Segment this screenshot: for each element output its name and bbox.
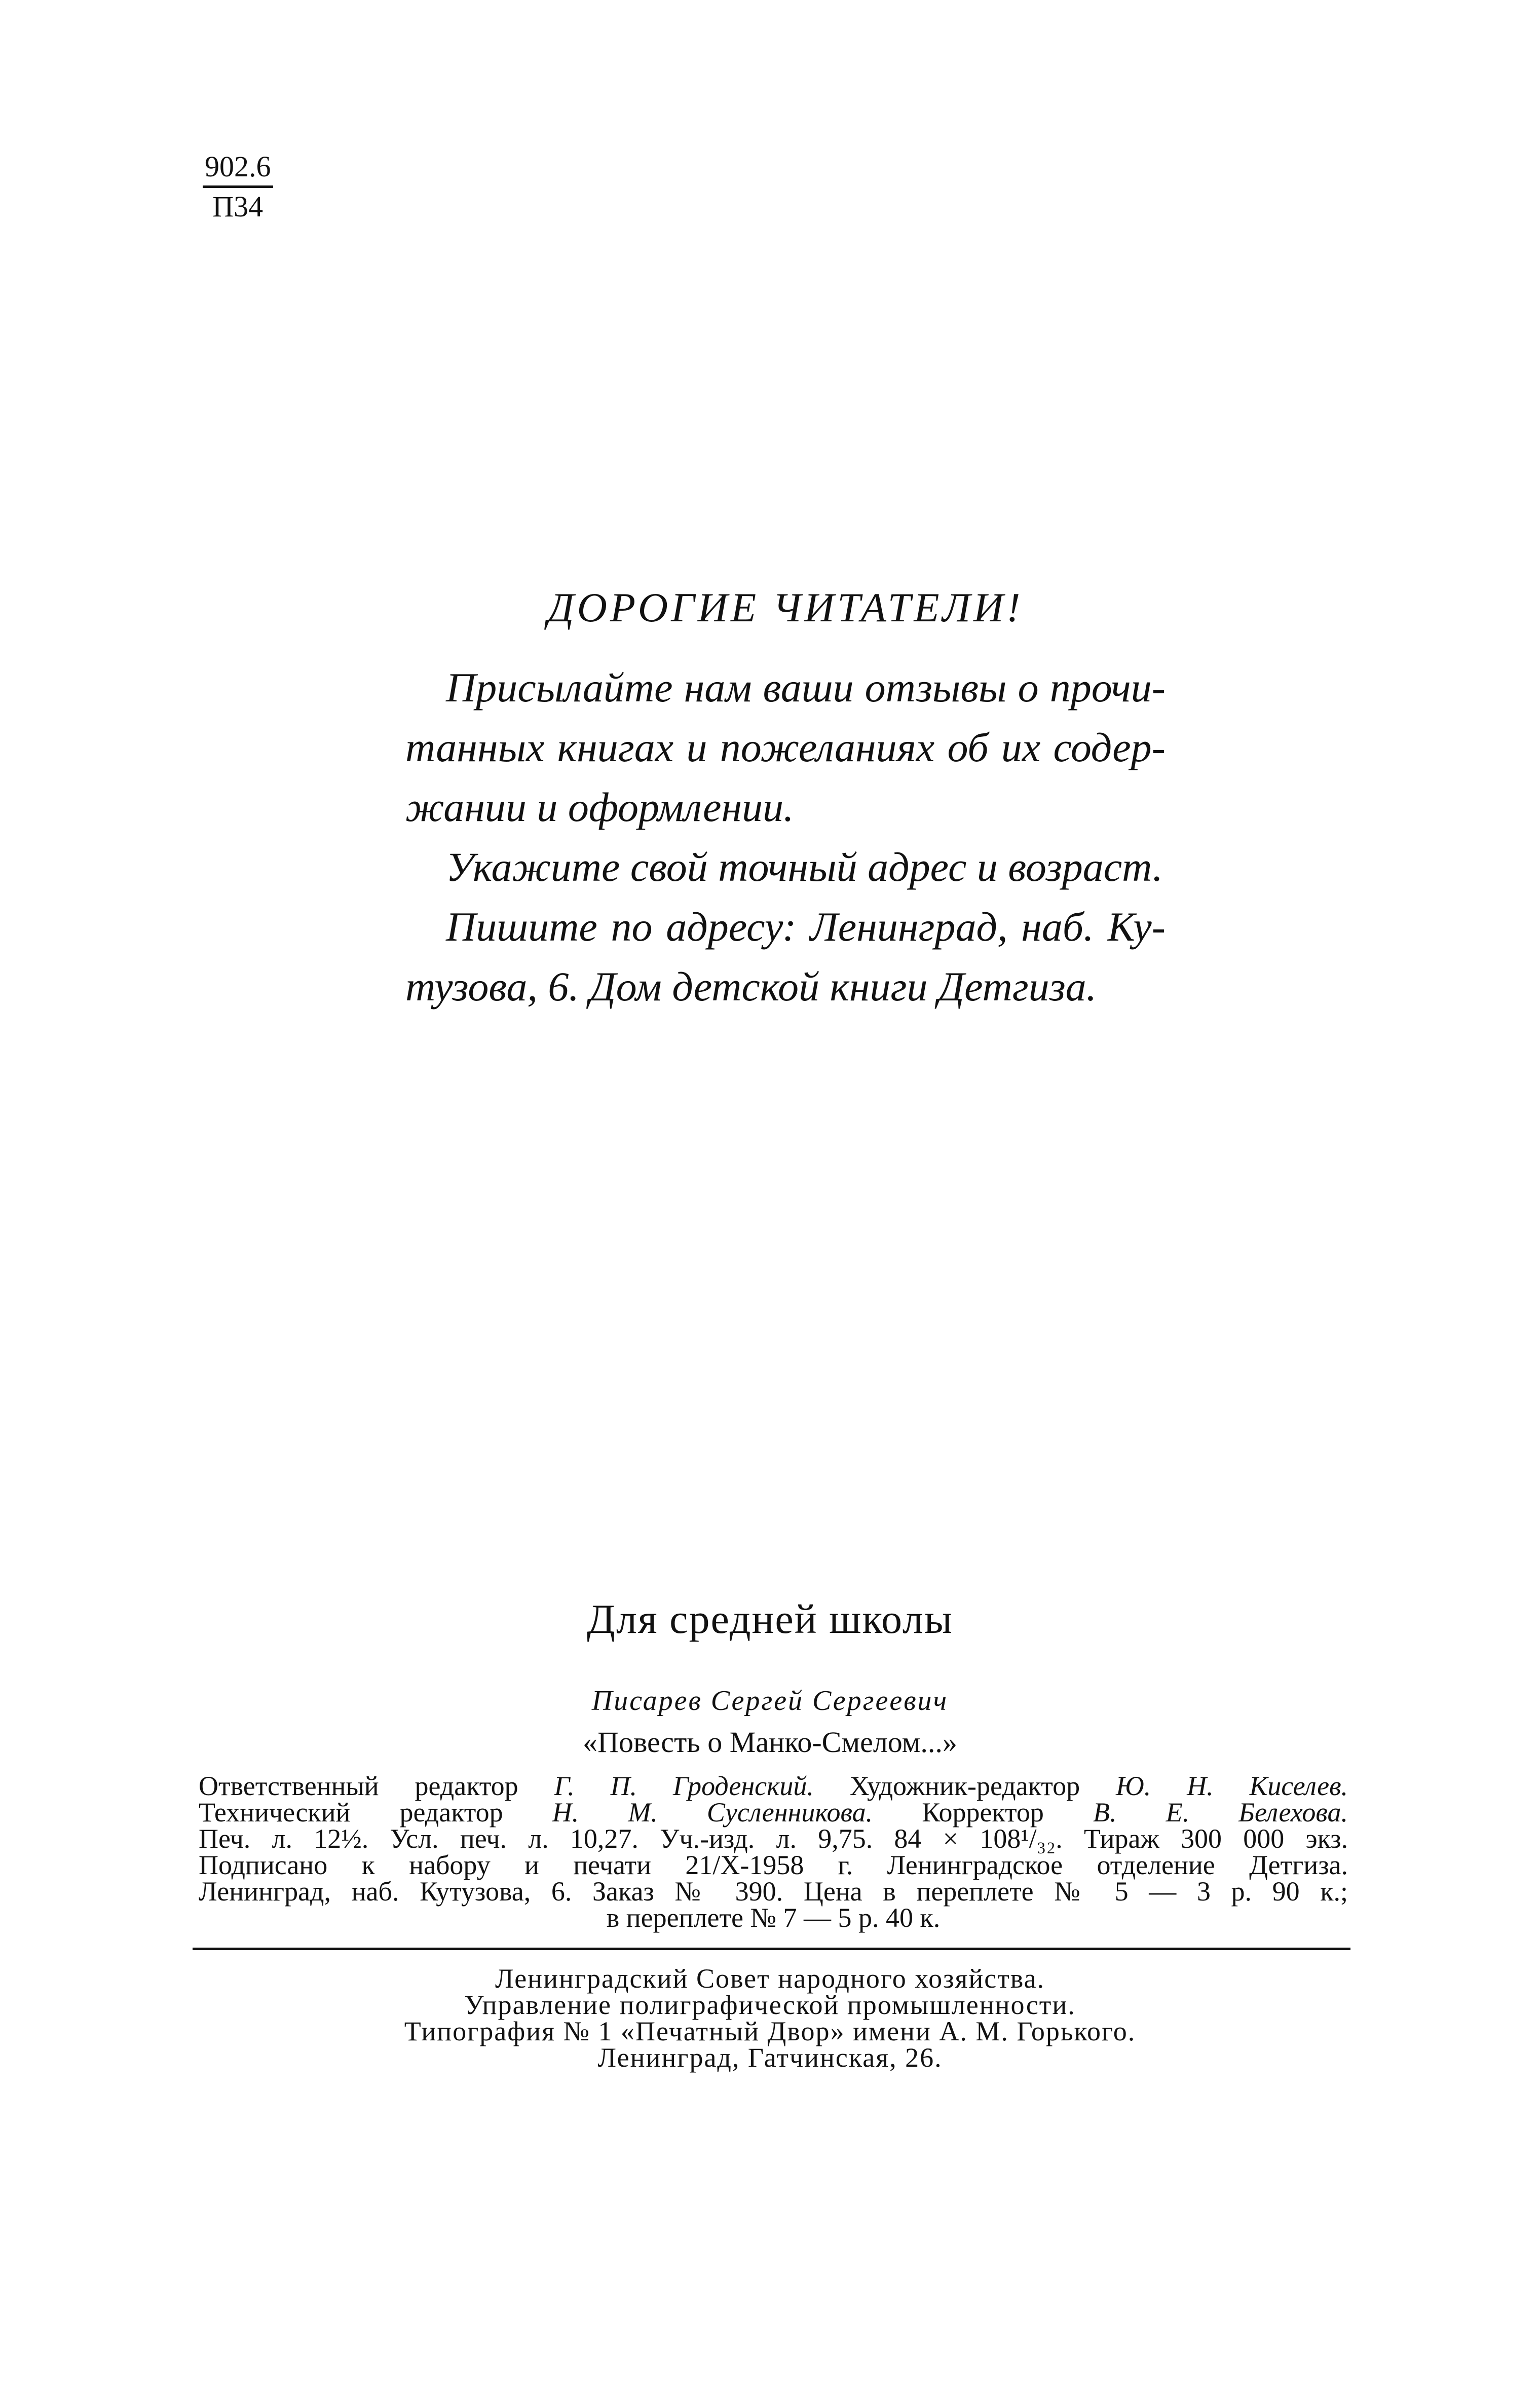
- reader-appeal: [405, 578, 1166, 1017]
- author-name: Писарев Сергей Сергеевич: [591, 1685, 949, 1717]
- imprint-line-editors: Ответственный редактор Г. П. Гроденский. Художник-редактор Ю. Н. Киселев.: [199, 1771, 1348, 1801]
- imprint-line-tech: Технический редактор Н. М. Сусленникова. Корректор В. Е. Белехова.: [199, 1797, 1348, 1827]
- printer-line: Ленинград, Гатчинская, 26.: [597, 2042, 943, 2073]
- imprint-line-signed: Подписано к набору и печати 21/X-1958 г. Ленинградское отделение Детгиза.: [199, 1850, 1348, 1880]
- art-editor: Ю. Н. Киселев.: [1116, 1771, 1348, 1801]
- printer-line: Ленинградский Совет народного хозяйства.: [495, 1963, 1045, 1994]
- proofreader: В. Е. Белехова.: [1093, 1797, 1348, 1827]
- udc-author-code: П34: [212, 190, 264, 223]
- printer-line: Управление полиграфической промышленности.: [464, 1990, 1076, 2020]
- divider-line: [193, 1948, 1350, 1950]
- technical-editor: Н. М. Сусленникова.: [552, 1797, 873, 1827]
- imprint-line-price: Ленинград, наб. Кутузова, 6. Заказ № 390. Цена в переплете № 5 — 3 р. 90 к.;: [199, 1876, 1348, 1907]
- responsible-editor: Г. П. Гроденский.: [554, 1771, 814, 1801]
- appeal-title: ДОРОГИЕ ЧИТАТЕЛИ!: [547, 584, 1024, 630]
- appeal-paragraph: Присылайте нам ваши отзывы о прочи-танных книгах и пожеланиях об их содер-жании и оформлении.: [405, 664, 1166, 830]
- appeal-paragraph: Пишите по адресу: Ленинград, наб. Ку-тузова, 6. Дом детской книги Детгиза.: [405, 904, 1166, 1010]
- audience-label: Для средней школы: [587, 1596, 953, 1642]
- book-title: «Повесть о Манко-Смелом...»: [583, 1726, 957, 1759]
- printer-info: [0, 1965, 1540, 2071]
- imprint-line-format: Печ. л. 12½. Усл. печ. л. 10,27. Уч.-изд. л. 9,75. 84 × 108¹/₃₂. Тираж 300 000 экз.: [199, 1823, 1348, 1854]
- appeal-paragraph: Укажите свой точный адрес и возраст.: [446, 844, 1163, 890]
- imprint-line-price-alt: в переплете № 7 — 5 р. 40 к.: [606, 1903, 941, 1933]
- udc-classification: [203, 152, 273, 221]
- udc-number: 902.6: [203, 152, 273, 188]
- imprint-block: [199, 1773, 1348, 1931]
- printer-line: Типография № 1 «Печатный Двор» имени А. М. Горького.: [404, 2016, 1136, 2046]
